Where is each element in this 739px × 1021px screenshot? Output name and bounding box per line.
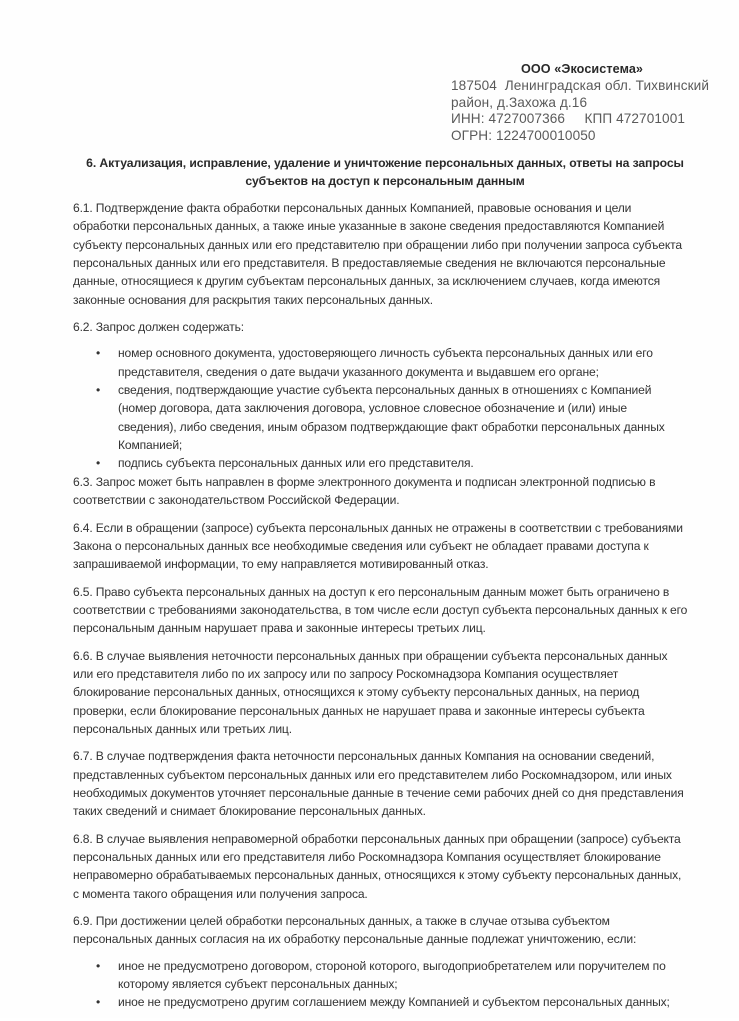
text-line: с момента такого обращения или получения запроса. — [73, 886, 368, 901]
destruction-conditions-list — [73, 957, 713, 1012]
text-line: законные основания для раскрытия таких персональных данных. — [73, 292, 433, 307]
text-line: 6.8. В случае выявления неправомерной обработки персональных данных при обращении (запросе) субъекта — [73, 831, 681, 846]
text-line: персональных данных согласия на их обработку персональные данные подлежат уничтожению, если: — [73, 932, 637, 947]
paragraph-6-6 — [73, 647, 713, 739]
company-name: ООО «Экосистема» — [521, 62, 644, 76]
text-line: сведения), либо сведения, иным образом подтверждающие факт обработки персональных данных — [118, 419, 665, 434]
text-line: блокирование персональных данных, относящихся к этому субъекту персональных данных, на период — [73, 685, 640, 700]
paragraph-6-4 — [73, 519, 713, 574]
request-contents-list — [73, 344, 713, 472]
text-line: запрашиваемой информации, то ему направляется мотивированный отказ. — [73, 557, 489, 572]
company-address-line-1: 187504 Ленинградская обл. Тихвинский — [451, 77, 710, 93]
section-title-line-1: 6. Актуализация, исправление, удаление и уничтожение персональных данных, ответы на запросы — [86, 156, 684, 170]
text-line: неправомерно обрабатываемых персональных данных, относящихся к этому субъекту персональных данных, — [73, 868, 682, 883]
text-line: необходимых документов уточняет персональные данные в течение семи рабочих дней со дня представления — [73, 785, 684, 800]
text-line: 6.6. В случае выявления неточности персональных данных при обращении субъекта персональных данных — [73, 648, 668, 663]
text-line: персональных данных или третьих лиц. — [73, 721, 292, 736]
text-line: (номер договора, дата заключения договора, условное словесное обозначение и (или) иные — [118, 401, 628, 416]
text-line: Компанией; — [118, 438, 183, 453]
text-line: данные, относящиеся к другим субъектам персональных данных, за исключением случаев, когда имеются — [73, 274, 661, 289]
paragraph-6-9 — [73, 912, 713, 1012]
text-line: 6.7. В случае подтверждения факта неточности персональных данных Компания на основании сведений, — [73, 749, 655, 764]
text-line: 6.4. Если в обращении (запросе) субъекта персональных данных не отражены в соответствии с требованиями — [73, 520, 683, 535]
paragraph-6-5 — [73, 583, 713, 638]
text-line: • номер основного документа, удостоверяющего личность субъекта персональных данных или его — [118, 346, 653, 361]
paragraph-6-1 — [73, 199, 713, 309]
section-title — [70, 154, 700, 191]
text-line: обработки персональных данных, а также иные указанные в законе сведения предоставляются Компанией — [73, 219, 665, 234]
text-line: • иное не предусмотрено другим соглашением между Компанией и субъектом персональных данных; — [118, 995, 670, 1010]
text-line: персональных данных или его представителя. В предоставляемые сведения не включаются персональные — [73, 256, 666, 271]
text-line: Закона о персональных данных все необходимые сведения или субъект не обладает правами доступа к — [73, 538, 649, 553]
text-line: или его представителя либо по их запросу или по запросу Роскомнадзора Компания осуществляет — [73, 666, 619, 681]
paragraph-6-3 — [73, 473, 713, 510]
text-line: соответствии с требованиями законодательства, в том числе если доступ субъекта персональных данных к его — [73, 602, 688, 617]
text-line: 6.2. Запрос должен содержать: — [73, 320, 244, 335]
list-item — [73, 957, 713, 994]
text-line: персональных данных или его представителя либо Роскомнадзора Компания осуществляет блокирование — [73, 850, 661, 864]
document-body — [73, 199, 713, 1021]
company-inn-kpp: ИНН: 4727007366 КПП 472701001 — [451, 111, 686, 127]
text-line: представителя, сведения о дате выдачи указанного документа и выдавшем его органе; — [118, 364, 599, 379]
text-line: которому является субъект персональных данных; — [118, 977, 398, 992]
text-line: • иное не предусмотрено договором, стороной которого, выгодоприобретателем или поручителем по — [118, 958, 666, 973]
text-line: субъекту персональных данных или его представителю при обращении либо при получении запроса субъекта — [73, 237, 682, 252]
text-line: 6.3. Запрос может быть направлен в форме электронного документа и подписан электронной подписью в — [73, 474, 656, 489]
text-line: проверки, если блокирование персональных данных не нарушает права и законные интересы субъекта — [73, 703, 645, 718]
paragraph-6-7 — [73, 747, 713, 820]
text-line: соответствии с законодательством Российской Федерации. — [73, 493, 400, 508]
list-item — [73, 454, 713, 472]
company-requisites-block — [451, 61, 731, 145]
text-line: • сведения, подтверждающие участие субъекта персональных данных в отношениях с Компанией — [118, 383, 652, 398]
text-line: 6.5. Право субъекта персональных данных на доступ к его персональным данным может быть ограничено в — [73, 584, 670, 599]
paragraph-6-2 — [73, 318, 713, 473]
list-item — [73, 344, 713, 381]
list-item — [73, 993, 713, 1011]
company-ogrn: ОГРН: 1224700010050 — [451, 128, 596, 144]
text-line: представленных субъектом персональных данных или его представителем либо Роскомнадзором, или иных — [73, 767, 672, 782]
text-line: 6.1. Подтверждение факта обработки персональных данных Компанией, правовые основания и цели — [73, 201, 632, 215]
text-line: таких сведений и снимает блокирование персональных данных. — [73, 804, 426, 819]
company-address-line-2: район, д.Захожа д.16 — [451, 94, 588, 110]
text-line: персональным данным нарушает права и законные интересы третьих лиц. — [73, 621, 486, 636]
list-item — [73, 381, 713, 454]
text-line: 6.9. При достижении целей обработки персональных данных, а также в случае отзыва субъектом — [73, 914, 610, 929]
text-line: • подпись субъекта персональных данных или его представителя. — [118, 456, 474, 471]
section-title-line-2: субъектов на доступ к персональным данным — [245, 174, 525, 189]
paragraph-6-8 — [73, 830, 713, 903]
